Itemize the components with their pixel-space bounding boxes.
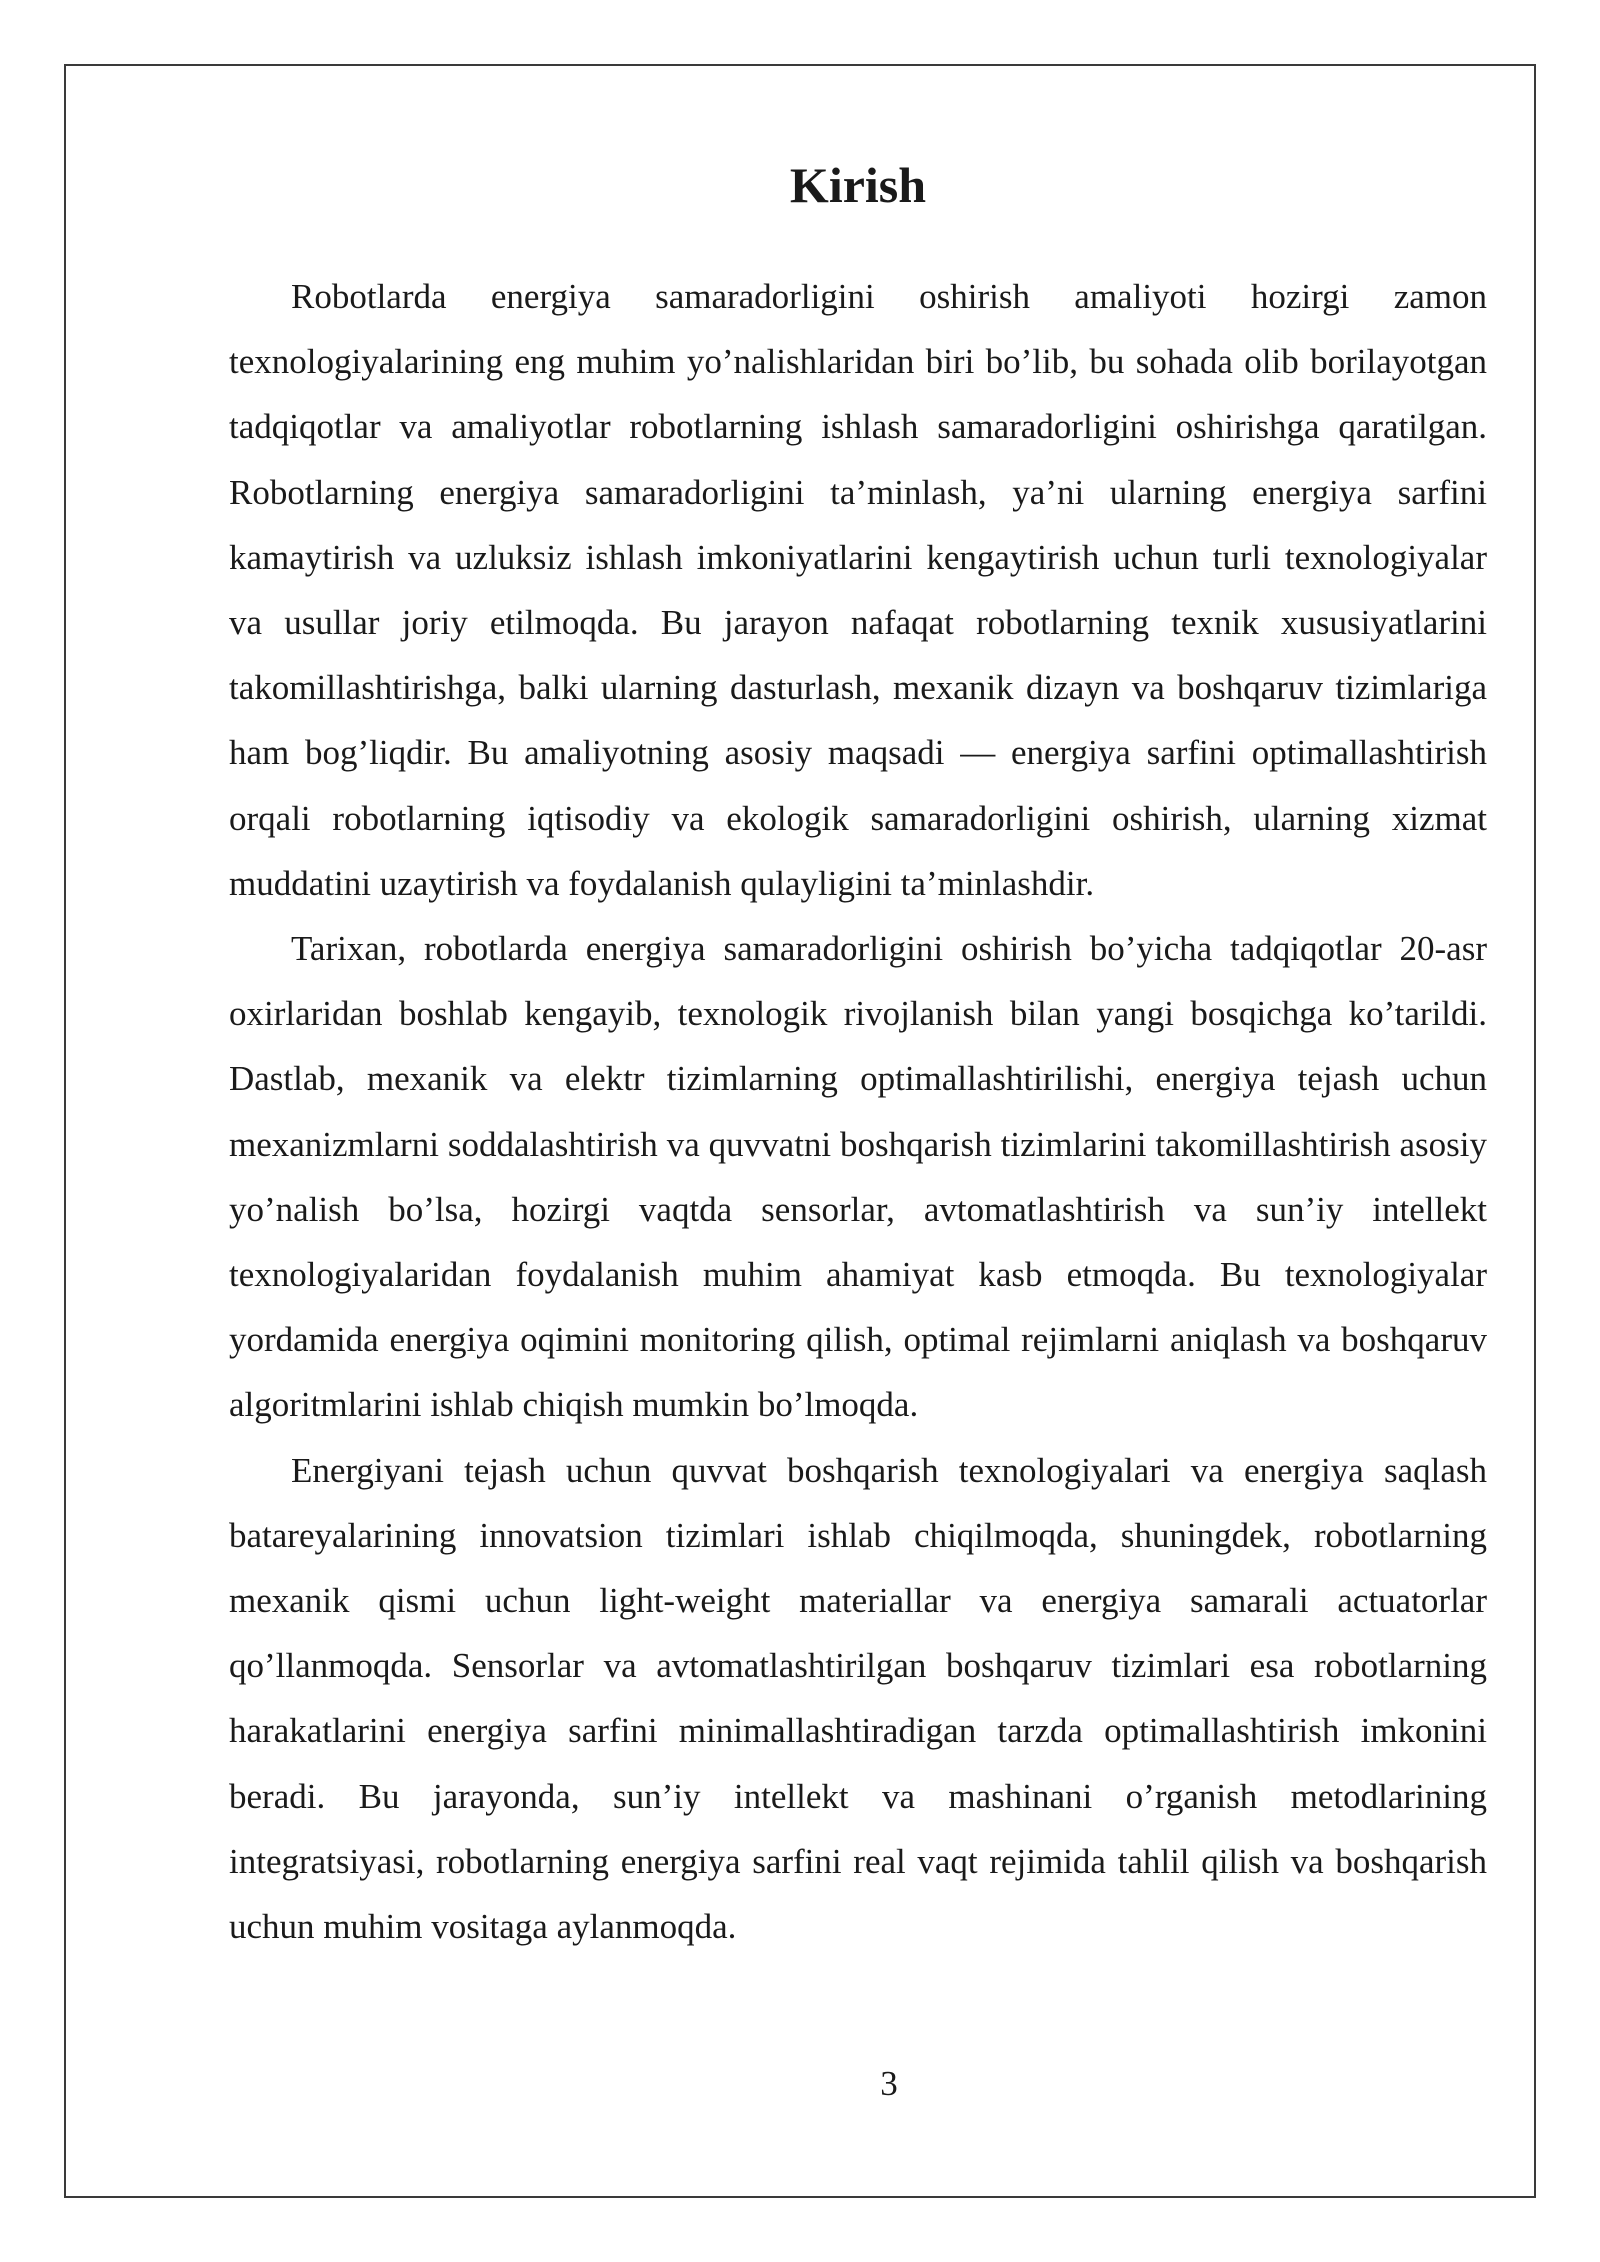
paragraph-3: Energiyani tejash uchun quvvat boshqarish texnologiyalari va energiya saqlash batareyalarining innovatsion tizimlari ishlab chiqilmoqda, shuningdek, robotlarning mexanik qismi uchun light-weight materiallar va energiya samarali actuatorlar qo’llanmoqda. Sensorlar va avtomatlashtirilgan boshqaruv tizimlari esa robotlarning harakatlarini energiya sarfini minimallashtiradigan tarzda optimallashtirish imkonini beradi. Bu jarayonda, sun’iy intellekt va mashinani o’rganish metodlarining integratsiyasi, robotlarning energiya sarfini real vaqt rejimida tahlil qilish va boshqarish uchun muhim vositaga aylanmoqda. <box>229 1450 1487 1947</box>
paragraph-2: Tarixan, robotlarda energiya samaradorligini oshirish bo’yicha tadqiqotlar 20-asr oxirlaridan boshlab kengayib, texnologik rivojlanish bilan yangi bosqichga ko’tarildi. Dastlab, mexanik va elektr tizimlarning optimallashtirilishi, energiya tejash uchun mexanizmlarni soddalashtirish va quvvatni boshqarish tizimlarini takomillashtirish asosiy yo’nalish bo’lsa, hozirgi vaqtda sensorlar, avtomatlashtirish va sun’iy intellekt texnologiyalaridan foydalanish muhim ahamiyat kasb etmoqda. Bu texnologiyalar yordamida energiya oqimini monitoring qilish, optimal rejimlarni aniqlash va boshqaruv algoritmlarini ishlab chiqish mumkin bo’lmoqda. <box>229 929 1487 1425</box>
paragraph-1: Robotlarda energiya samaradorligini oshirish amaliyoti hozirgi zamon texnologiyalarining eng muhim yo’nalishlaridan biri bo’lib, bu sohada olib borilayotgan tadqiqotlar va amaliyotlar robotlarning ishlash samaradorligini oshirishga qaratilgan. Robotlarning energiya samaradorligini ta’minlash, ya’ni ularning energiya sarfini kamaytirish va uzluksiz ishlash imkoniyatlarini kengaytirish uchun turli texnologiyalar va usullar joriy etilmoqda. Bu jarayon nafaqat robotlarning texnik xususiyatlarini takomillashtirishga, balki ularning dasturlash, mexanik dizayn va boshqaruv tizimlariga ham bog’liqdir. Bu amaliyotning asosiy maqsadi — energiya sarfini optimallashtirish orqali robotlarning iqtisodiy va ekologik samaradorligini oshirish, ularning xizmat muddatini uzaytirish va foydalanish qulayligini ta’minlashdir. <box>229 277 1487 903</box>
page-content <box>229 150 1487 1959</box>
page-number: 3 <box>880 2064 898 2103</box>
page-title: Kirish <box>789 157 927 213</box>
